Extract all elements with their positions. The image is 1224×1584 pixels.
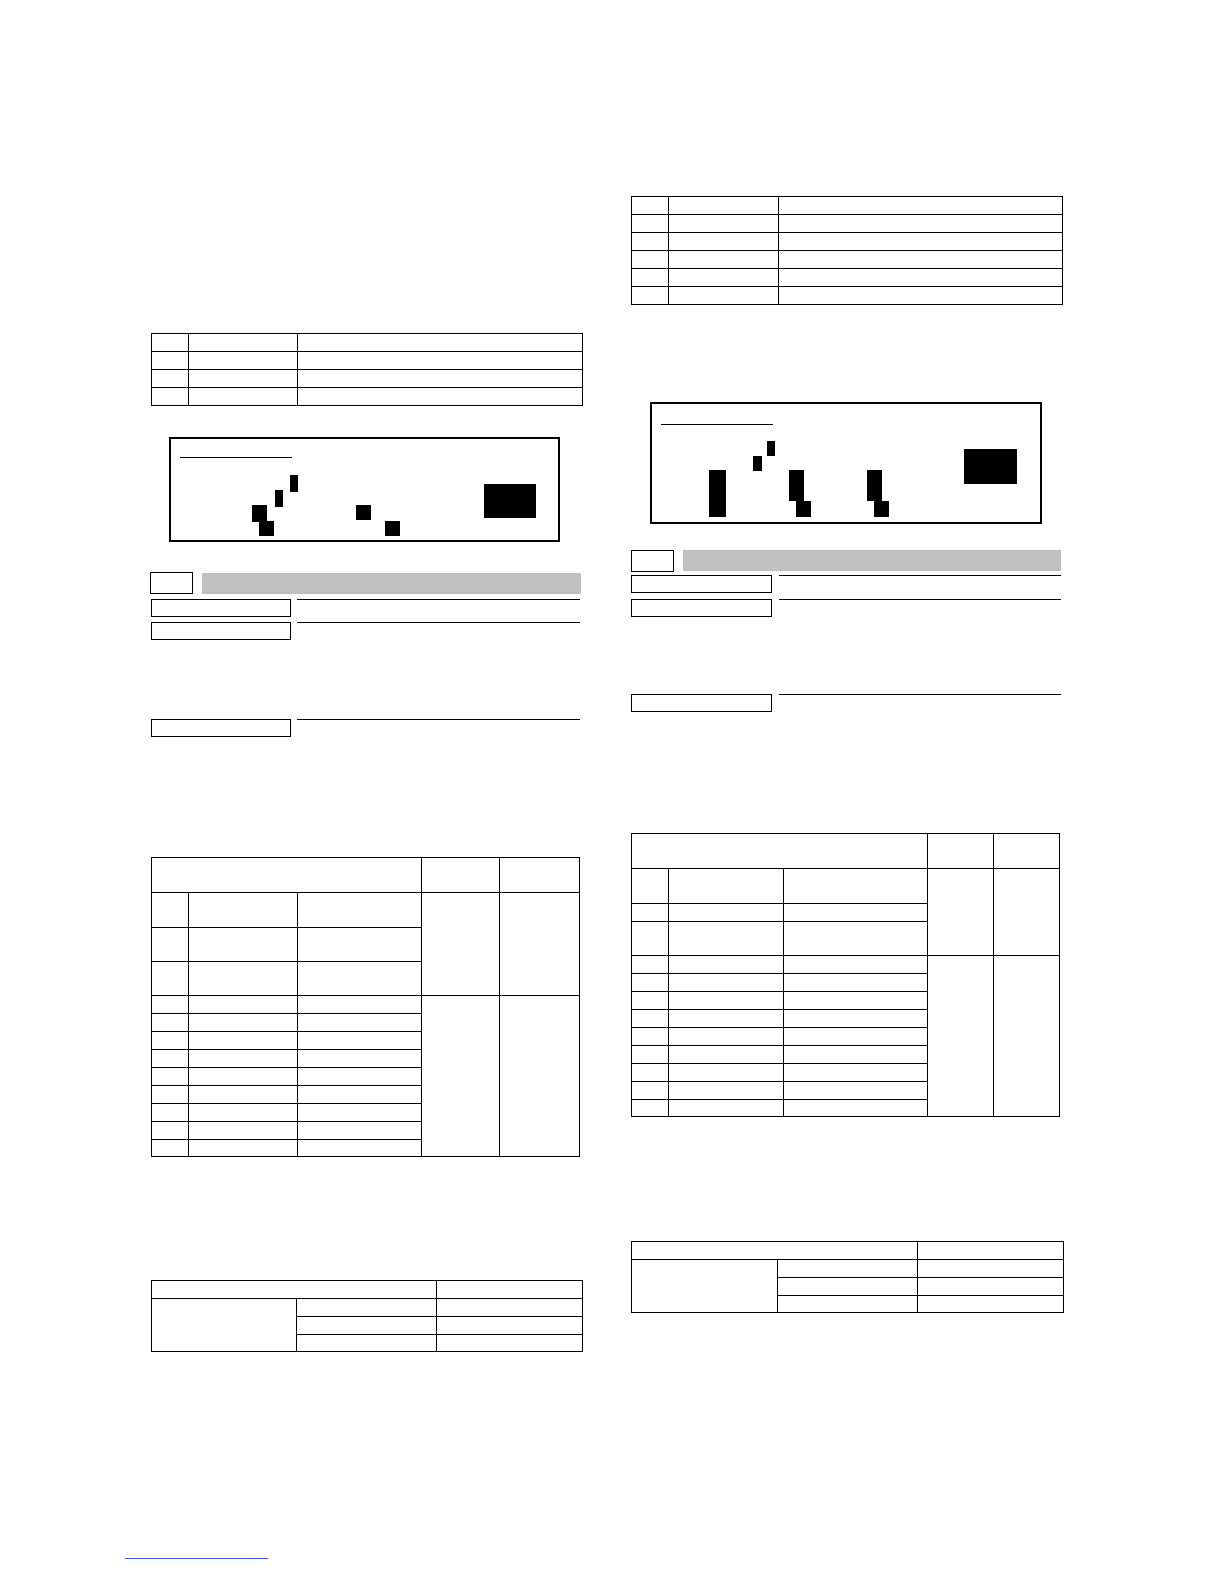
right-field-label-1 [631, 575, 772, 593]
left-summary-table [151, 1280, 583, 1352]
left-top-table [151, 333, 583, 406]
right-field-rule-3 [779, 694, 1061, 695]
display-block [484, 484, 536, 518]
display-segment [789, 470, 804, 501]
right-field-label-2 [631, 599, 772, 617]
display-segment [796, 501, 811, 517]
table-header [152, 858, 422, 893]
right-field-rule-2 [779, 599, 1061, 600]
table-header [632, 834, 928, 869]
left-field-label-3 [151, 719, 291, 737]
display-segment [290, 475, 298, 492]
display-segment [709, 470, 726, 517]
display-segment [767, 441, 775, 456]
left-settings-table [151, 857, 580, 1157]
right-summary-table [631, 1241, 1064, 1313]
right-display-panel [650, 402, 1042, 524]
display-segment [356, 505, 371, 520]
left-field-rule-2 [297, 622, 580, 623]
right-settings-table [631, 833, 1060, 1117]
left-field-rule-1 [297, 599, 580, 600]
right-field-rule-1 [779, 575, 1061, 576]
left-section-code [150, 572, 193, 594]
display-segment [867, 470, 882, 501]
left-field-label-2 [151, 622, 291, 640]
right-section-title-bar [683, 550, 1061, 571]
display-underline [180, 457, 292, 458]
display-segment [385, 521, 400, 536]
left-section-title-bar [202, 573, 581, 594]
left-field-rule-3 [297, 719, 580, 720]
footer-link[interactable] [125, 1558, 268, 1559]
display-segment [753, 456, 762, 471]
display-segment [259, 521, 274, 536]
display-underline [661, 424, 773, 425]
left-display-panel [169, 437, 560, 542]
right-field-label-3 [631, 694, 772, 712]
right-section-code [631, 550, 674, 572]
display-segment [874, 501, 889, 517]
display-block [964, 449, 1017, 484]
left-field-label-1 [151, 599, 291, 617]
display-segment [275, 490, 283, 507]
display-segment [252, 505, 267, 522]
right-top-table [631, 196, 1063, 305]
